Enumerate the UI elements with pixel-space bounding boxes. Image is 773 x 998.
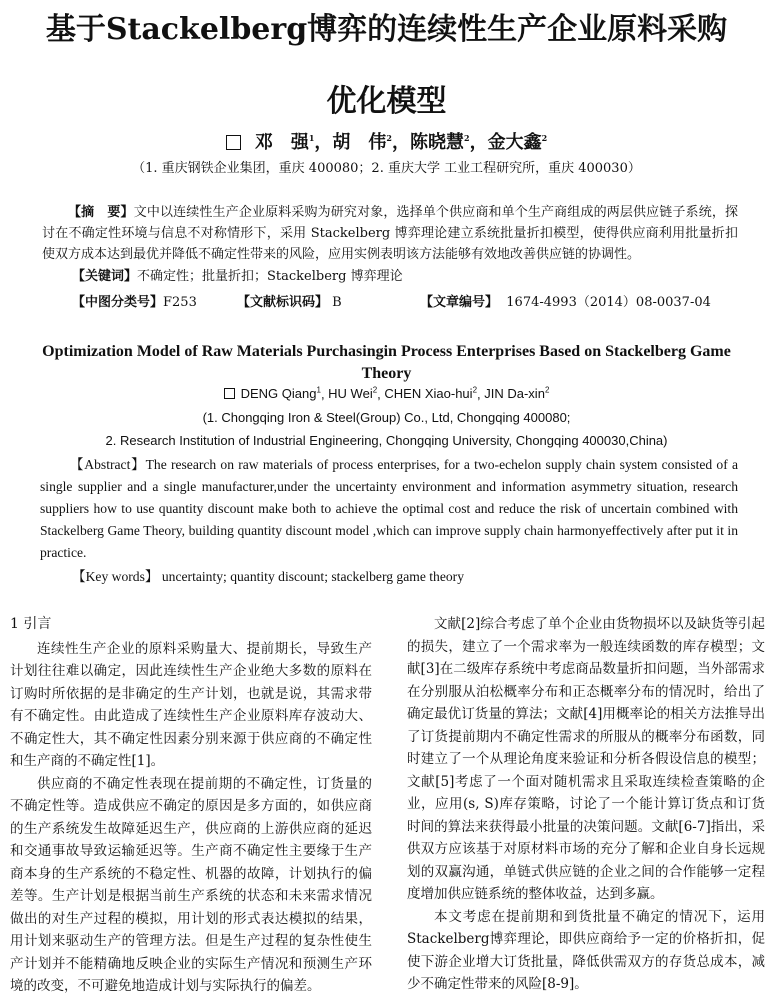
author-cn-1: 邓 强$^1$ (254, 132, 315, 153)
author-en-4: JIN Da-xin$^2$ (484, 386, 550, 402)
keywords-cn-label: 【关键词】 (72, 269, 138, 284)
body-paragraph: 连续性生产企业的原料采购量大、提前期长，导致生产计划往往难以确定，因此连续性生产企业绝大多数的原料在订购时所依据的是非确定的生产计划，也就是说，其需求带有不确定性。由此造成了连续性生产企业原料库存波动大、不确定性大，其不确定性因素分别来源于供应商的不确定性和生产商的不确定性[1]。 (10, 640, 372, 769)
body-paragraph: 本文考虑在提前期和到货批量不确定的情况下，运用Stackelberg博弈理论，即供应商给予一定的价格折扣，促使下游企业增大订货批量，降低供需双方的存货总成本，减少不确定性带来的风险[8-9]。 (407, 908, 765, 992)
clc-label: 【中图分类号】 (72, 295, 164, 310)
author-cn-4: 金大鑫$^2$ (487, 132, 548, 153)
author-en-2: HU Wei$^2$ (328, 386, 378, 402)
body-right-column (407, 613, 765, 996)
author-cn-3: 陈晓慧$^2$ (410, 132, 470, 153)
affiliation-cn: （1. 重庆钢铁企业集团，重庆 400080；2. 重庆大学 工业工程研究所，重庆 400030） (132, 161, 641, 176)
authors-en: DENG Qiang$^1$, HU Wei$^2$, CHEN Xiao-hui$^2$, JIN Da-xin$^2$ (0, 386, 773, 401)
affiliation-en-2: 2. Research Institution of Industrial Engineering, Chongqing University, Chongqing 400030,China) (105, 433, 668, 448)
author-en-3: CHEN Xiao-hui$^2$ (384, 386, 478, 402)
abstract-en (40, 454, 738, 564)
body-paragraph: 文献[2]综合考虑了单个企业由货物损坏以及缺货等引起的损失，建立了一个需求率为一般连续函数的库存模型；文献[3]在二级库存系统中考虑商品数量折扣问题，当外部需求在分别服从泊松概率分布和正态概率分布的情况时，给出了确定最优订货量的算法；文献[4]用概率论的相关方法推导出了订货提前期内不确定性需求的所服从的概率分布函数，同时建立了一个从理论角度来验证和分析各假设信息的模型；文献[5]考虑了一个面对随机需求且采取连续检查策略的企业，应用(s, S)库存策略，讨论了一个能计算订货点和订货时间的算法来获得最小批量的决策问题。文献[6-7]指出，采供双方应该基于对原材料市场的充分了解和企业自身长远规划的双赢沟通，单链式供应链的企业之间的合作能够一定程度增加供应链系统的整体收益，达到多赢。 (407, 616, 765, 902)
affiliation-en-1: (1. Chongqing Iron & Steel(Group) Co., Ltd, Chongqing 400080; (202, 410, 571, 425)
keywords-cn (72, 266, 732, 287)
abstract-en-label: 【Abstract】 (69, 457, 146, 472)
author-en-1: DENG Qiang$^1$ (240, 386, 321, 402)
square-box-icon (226, 135, 241, 150)
doc-code-label: 【文献标识码】 (237, 295, 329, 310)
clc-value: F253 (163, 295, 197, 310)
doc-code-value: B (332, 295, 342, 310)
square-box-icon (224, 388, 235, 399)
classification-row (72, 291, 752, 310)
title-cn-line1: 基于Stackelberg博弈的连续性生产企业原料采购 (45, 12, 728, 47)
keywords-cn-text: 不确定性；批量折扣；Stackelberg 博弈理论 (137, 269, 403, 284)
article-no-label: 【文章编号】 (420, 295, 499, 310)
title-en: Optimization Model of Raw Materials Purchasingin Process Enterprises Based on Stackelberg Game Theory (42, 343, 731, 382)
keywords-en (72, 566, 732, 588)
keywords-en-label: 【Key words】 (72, 569, 159, 584)
section-heading: 1 引言 (10, 616, 52, 632)
abstract-en-text: The research on raw materials of process enterprises, for a two-echelon supply chain system consisted of a single supplier and a single manufacturer,under the uncertainty environment and information asymmetry situation, research suppliers how to use quantity discount make both to achieve the optimal cost and reduce the risk of uncertain combined with Stackelberg Game Theory, building quantity discount model ,which can improve supply chain harmonyeffectively after put it in practice. (40, 457, 739, 560)
body-left-column (10, 613, 372, 998)
authors-cn: 邓 强$^1$，胡 伟$^2$，陈晓慧$^2$，金大鑫$^2$ (0, 128, 773, 154)
body-paragraph: 供应商的不确定性表现在提前期的不确定性，订货量的不确定性等。造成供应不确定的原因是多方面的，如供应商的生产系统发生故障延迟生产，供应商的上游供应商的延迟和交通事故导致运输延迟等。生产商不确定性主要缘于生产商本身的生产系统的不稳定性、机器的故障，计划执行的偏差等。生产计划是根据当前生产系统的状态和未来需求情况做出的对生产过程的模拟，用计划的形式表达模拟的结果，用计划来驱动生产的管理方法。但是生产过程的复杂性使生产计划并不能精确地反映企业的实际生产情况和预测生产环境的改变，不可避免地造成计划与实际执行的偏差。 (10, 775, 372, 994)
keywords-en-text: uncertainty; quantity discount; stackelberg game theory (161, 569, 464, 584)
abstract-cn (42, 202, 738, 265)
title-cn-line2: 优化模型 (326, 84, 447, 119)
abstract-cn-text: 文中以连续性生产企业原料采购为研究对象，选择单个供应商和单个生产商组成的两层供应链子系统，探讨在不确定性环境与信息不对称情形下，采用 Stackelberg 博弈理论建立系统批量折扣模型，使得供应商利用批量折扣使双方成本达到最优并降低不确定性带来的风险，应用实例表明该方法能够有效地改善供应链的协调性。 (42, 205, 738, 262)
author-cn-2: 胡 伟$^2$ (332, 132, 392, 153)
article-no-value: 1674-4993（2014）08-0037-04 (506, 295, 711, 310)
abstract-cn-label: 【摘 要】 (68, 205, 134, 220)
